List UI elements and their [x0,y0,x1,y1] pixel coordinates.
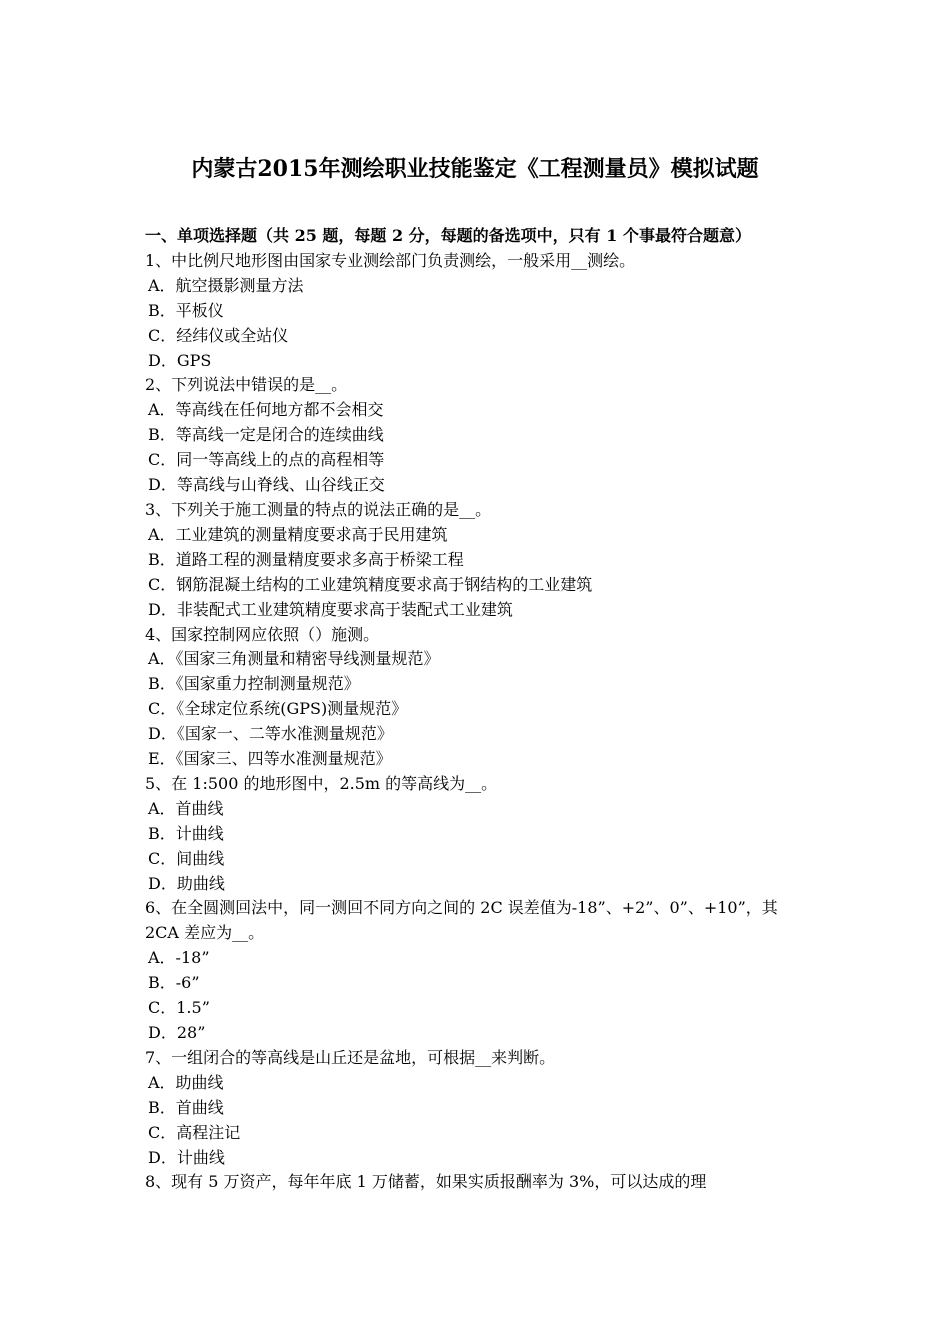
option-c: C．经纬仪或全站仪 [148,325,289,345]
option-a: A．首曲线 [148,798,224,818]
option-c: C．高程注记 [148,1122,241,1142]
question-text: 5、在 1:500 的地形图中，2.5m 的等高线为__。 [145,773,498,793]
question-text: 8、现有 5 万资产，每年年底 1 万储蓄，如果实质报酬率为 3%，可以达成的理 [145,1172,707,1192]
section-heading: 一、单项选择题（共 25 题，每题 2 分，每题的备选项中，只有 1 个事最符合题意） [145,226,751,245]
question-text: 1、中比例尺地形图由国家专业测绘部门负责测绘，一般采用__测绘。 [145,250,636,270]
question-1 [145,249,810,374]
option-e: E．《国家三、四等水准测量规范》 [148,749,392,769]
option-d: D．等高线与山脊线、山谷线正交 [148,475,385,495]
option-d: D．计曲线 [148,1147,225,1167]
question-text: 4、国家控制网应依照（）施测。 [145,624,380,644]
question-text: 2、下列说法中错误的是__。 [145,375,348,395]
option-b: B．等高线一定是闭合的连续曲线 [148,425,384,445]
option-b: B．《国家重力控制测量规范》 [148,674,360,694]
option-a: A．工业建筑的测量精度要求高于民用建筑 [148,524,448,544]
option-d: D．GPS [148,350,212,370]
question-4 [145,623,810,772]
option-a: A．等高线在任何地方都不会相交 [148,400,384,420]
option-c: C．钢筋混凝土结构的工业建筑精度要求高于钢结构的工业建筑 [148,574,593,594]
option-b: B．首曲线 [148,1097,224,1117]
option-b: B．平板仪 [148,300,224,320]
question-8 [145,1170,810,1195]
option-c: C．间曲线 [148,848,225,868]
document-title: 内蒙古2015年测绘职业技能鉴定《工程测量员》模拟试题 [191,156,759,182]
option-c: C．《全球定位系统(GPS)测量规范》 [148,699,408,719]
question-text: 3、下列关于施工测量的特点的说法正确的是__。 [145,499,492,519]
option-b: B．-6” [148,973,200,993]
question-text: 6、在全圆测回法中，同一测回不同方向之间的 2C 误差值为-18”、+2”、0”、+10”，其 2CA 差应为__。 [145,898,778,943]
option-d: D．28” [148,1023,206,1042]
question-6 [145,896,810,1045]
option-a: A．助曲线 [148,1072,224,1092]
option-a: A．《国家三角测量和精密导线测量规范》 [148,649,440,669]
option-d: D．《国家一、二等水准测量规范》 [148,724,393,744]
option-d: D．助曲线 [148,873,225,893]
question-2 [145,373,810,498]
question-7 [145,1046,810,1171]
option-c: C．同一等高线上的点的高程相等 [148,450,385,470]
option-d: D．非装配式工业建筑精度要求高于装配式工业建筑 [148,599,513,619]
option-a: A．-18” [148,948,210,968]
option-a: A．航空摄影测量方法 [148,275,304,295]
option-b: B．计曲线 [148,823,224,843]
document-body [145,224,810,1195]
question-5 [145,772,810,897]
question-text: 7、一组闭合的等高线是山丘还是盆地，可根据__来判断。 [145,1047,556,1067]
option-c: C．1.5” [148,998,210,1018]
question-3 [145,498,810,623]
option-b: B．道路工程的测量精度要求多高于桥梁工程 [148,549,464,569]
